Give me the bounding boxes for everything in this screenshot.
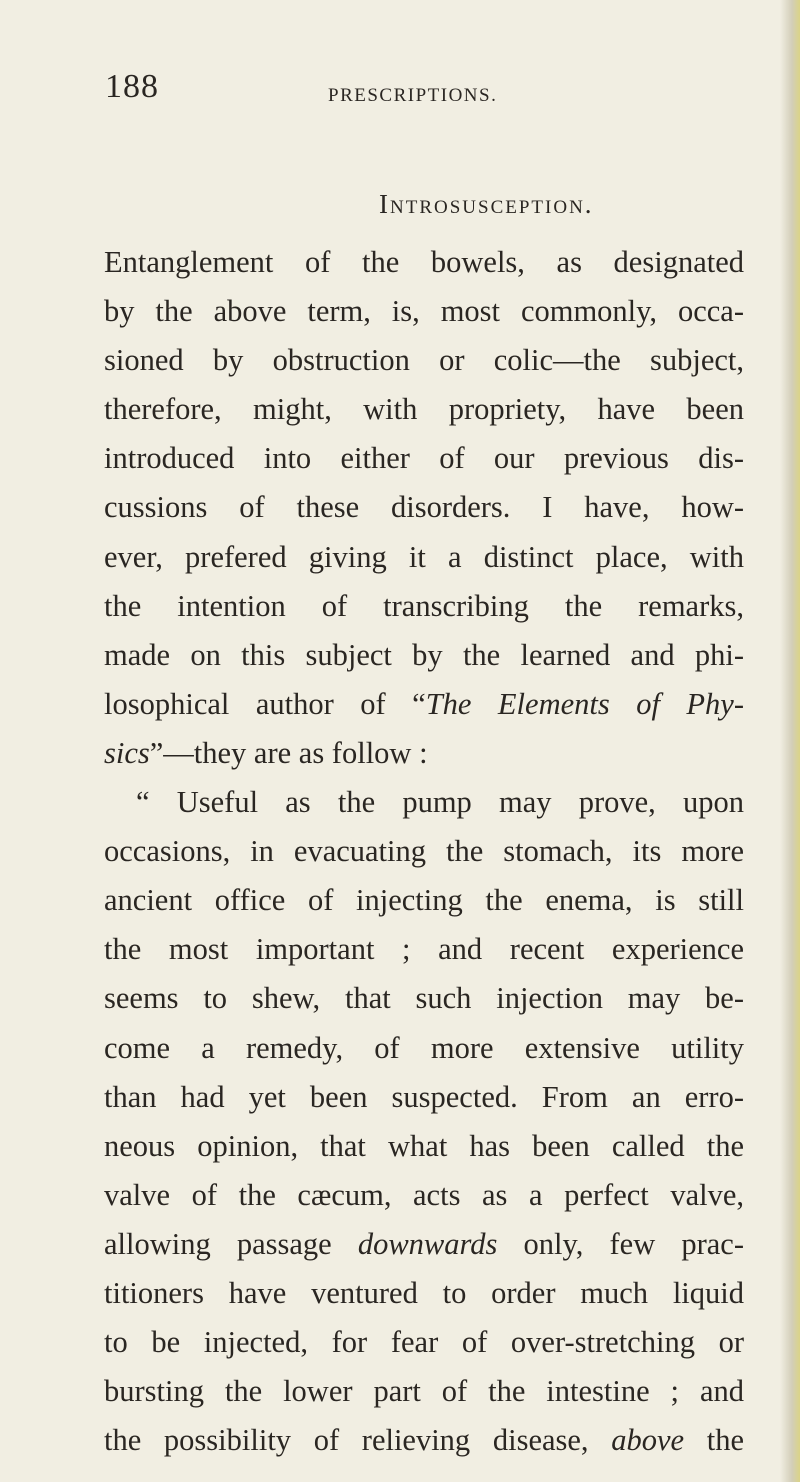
italic-word: downwards [357,1226,498,1261]
text-line: ever, prefered giving it a distinct place, with [104,539,744,574]
body-text [104,238,744,1465]
running-head: PRESCRIPTIONS. [328,85,498,106]
text-line: the possibility of relieving disease, above the [104,1423,744,1458]
text-line: titioners have ventured to order much liquid [104,1275,744,1310]
text-line: the intention of transcribing the remarks, [104,588,744,623]
text-line: cussions of these disorders. I have, how- [104,490,744,525]
text-line: than had yet been suspected. From an erro- [104,1079,744,1114]
text-line: neous opinion, that what has been called the [104,1128,744,1163]
text-line: ancient office of injecting the enema, is still [104,883,744,918]
text-line: valve of the cæcum, acts as a perfect valve, [104,1177,744,1212]
text-line: allowing passage downwards only, few prac- [104,1226,744,1261]
text-line: introduced into either of our previous dis- [104,441,744,476]
text-line: come a remedy, of more extensive utility [104,1030,744,1065]
text-line: losophical author of “The Elements of Phy- [104,686,744,721]
text-line: by the above term, is, most commonly, occa- [104,294,744,329]
text-line: occasions, in evacuating the stomach, its more [104,834,744,869]
text-line: sioned by obstruction or colic—the subject, [104,343,744,378]
text-line: Entanglement of the bowels, as designated [104,245,744,279]
text-line: “ Useful as the pump may prove, upon [136,785,744,820]
italic-word: above [611,1423,685,1458]
text-line: the most important ; and recent experience [104,932,744,967]
text-line: made on this subject by the learned and phi- [104,637,744,672]
section-title: Introsusception. [379,189,594,219]
text-line: to be injected, for fear of over-stretching or [104,1325,744,1360]
text-line: therefore, might, with propriety, have been [104,392,744,427]
page-number: 188 [105,68,159,105]
text-line: seems to shew, that such injection may be- [104,981,744,1016]
book-title-italic: sics [104,735,150,770]
text-line: bursting the lower part of the intestine ; and [104,1374,744,1409]
text-line: sics”—they are as follow : [104,735,428,770]
book-title-italic: The Elements of Phy- [425,686,744,721]
